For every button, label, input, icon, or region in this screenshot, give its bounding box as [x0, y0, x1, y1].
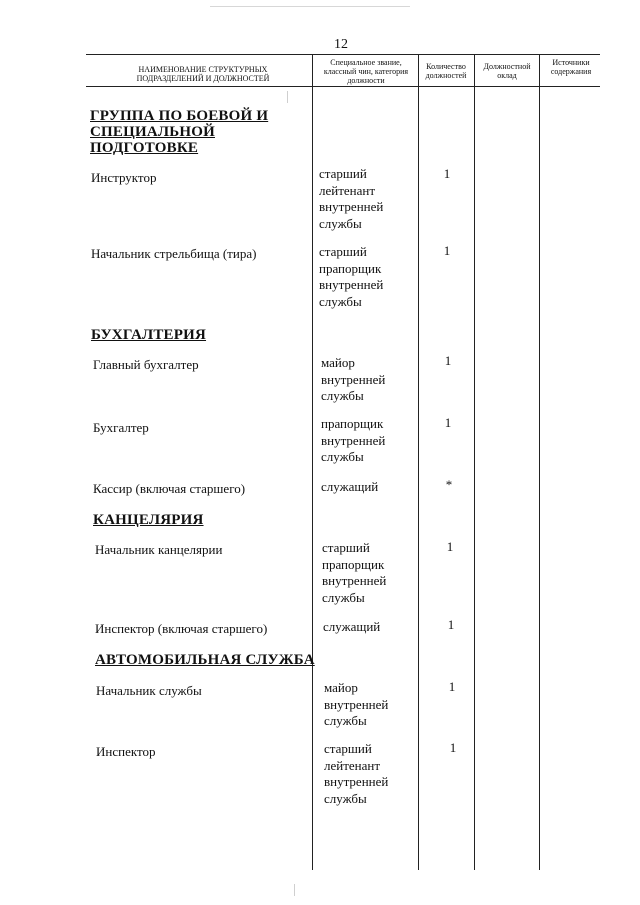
rank-cell: служащий [323, 619, 381, 634]
rank-cell: прапорщик внутренней службы [321, 416, 386, 464]
column-divider-rank [312, 54, 313, 870]
position-name: Начальник канцелярии [95, 542, 223, 557]
count-cell: 1 [447, 617, 455, 632]
count-cell: 1 [443, 166, 451, 181]
margin-tick [294, 884, 295, 896]
position-name: Бухгалтер [93, 420, 149, 435]
page-number: 12 [334, 37, 348, 52]
header-name: НАИМЕНОВАНИЕ СТРУКТУРНЫХ ПОДРАЗДЕЛЕНИЙ И ДОЛЖНОСТЕЙ [136, 65, 270, 83]
count-cell: 1 [444, 353, 452, 368]
position-name: Инспектор [96, 744, 156, 759]
count-cell: 1 [448, 679, 456, 694]
column-divider-salary [474, 54, 475, 870]
rank-cell: майор внутренней службы [321, 355, 386, 403]
rank-cell: старший прапорщик внутренней службы [322, 540, 387, 605]
position-name: Инспектор (включая старшего) [95, 621, 268, 636]
rank-cell: старший лейтенант внутренней службы [324, 741, 389, 806]
rank-cell: служащий [321, 479, 379, 494]
header-rank: Специальное звание, классный чин, категория должности [323, 58, 409, 85]
column-divider-count [418, 54, 419, 870]
count-cell: 1 [444, 415, 452, 430]
rank-cell: старший лейтенант внутренней службы [319, 166, 384, 231]
header-bottom-rule [86, 86, 600, 87]
position-name: Главный бухгалтер [93, 357, 199, 372]
header-count: Количество должностей [425, 62, 467, 80]
header-sources: Источники содержания [550, 58, 592, 76]
rank-cell: старший прапорщик внутренней службы [319, 244, 384, 309]
count-cell: * [445, 477, 453, 492]
section-title-chancellery: КАНЦЕЛЯРИЯ [93, 512, 204, 528]
position-name: Начальник стрельбища (тира) [91, 246, 257, 261]
count-cell: 1 [449, 740, 457, 755]
position-name: Инструктор [91, 170, 157, 185]
position-name: Кассир (включая старшего) [93, 481, 246, 496]
count-cell: 1 [443, 243, 451, 258]
position-name: Начальник службы [96, 683, 202, 698]
header-salary: Должностной оклад [483, 62, 531, 80]
margin-tick [287, 91, 288, 103]
header-top-rule [86, 54, 600, 55]
column-divider-sources [539, 54, 540, 870]
section-title-combat-training: ГРУППА ПО БОЕВОЙ И СПЕЦИАЛЬНОЙ ПОДГОТОВКЕ [90, 108, 269, 156]
section-title-motor-service: АВТОМОБИЛЬНАЯ СЛУЖБА [95, 652, 315, 668]
scan-top-rule [210, 6, 410, 7]
count-cell: 1 [446, 539, 454, 554]
rank-cell: майор внутренней службы [324, 680, 389, 728]
section-title-accounting: БУХГАЛТЕРИЯ [91, 327, 207, 343]
